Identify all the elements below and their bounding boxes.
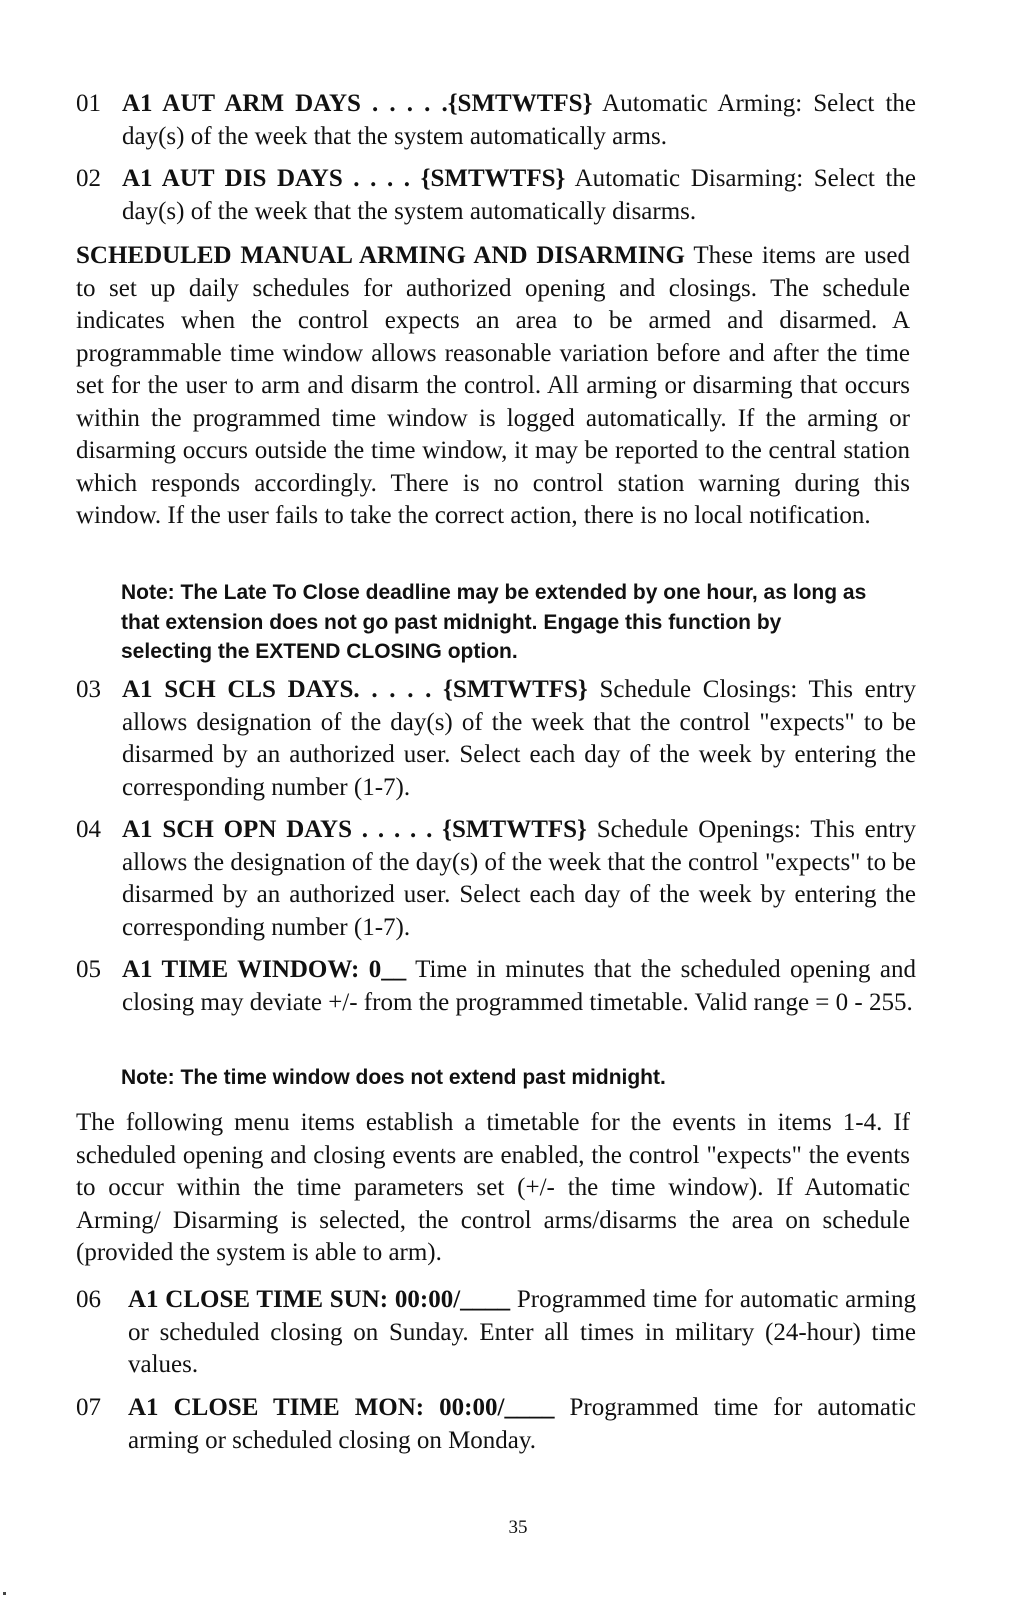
item-number: 05	[76, 956, 101, 983]
menu-item-07	[76, 1392, 916, 1457]
item-description: Automatic Arming: Select the day(s) of the week that the system automatically arms.	[122, 90, 916, 150]
item-heading: A1 AUT ARM DAYS . . . . .{SMTWTFS}	[122, 90, 593, 117]
item-heading: A1 SCH CLS DAYS. . . . . {SMTWTFS}	[122, 676, 588, 703]
item-number: 02	[76, 165, 101, 192]
item-description: Automatic Disarming: Select the day(s) of the week that the system automatically disarms.	[122, 165, 916, 225]
section-text: These items are used to set up daily schedules for authorized opening and closings. The schedule indicates when the control expects an area to be armed and disarmed. A programmable time window allows reasonable variation before and after the time set for the user to arm and disarm the control. All arming or disarming that occurs within the programmed time window is logged automatically. If the arming or disarming occurs outside the time window, it may be reported to the central station which responds accordingly. There is no control station warning during this window. If the user fails to take the correct action, there is no local notification.	[76, 242, 910, 529]
item-heading: A1 TIME WINDOW: 0__	[122, 956, 407, 983]
note-late-to-close: Note: The Late To Close deadline may be extended by one hour, as long as that extension does not go past midnight. Engage this function by selecting the EXTEND CLOSING option.	[121, 581, 867, 663]
menu-item-05	[76, 954, 916, 1019]
item-description: Time in minutes that the scheduled opening and closing may deviate +/- from the programmed timetable. Valid range = 0 - 255.	[122, 956, 916, 1016]
menu-item-03	[76, 674, 916, 804]
scheduled-section-paragraph	[76, 240, 910, 533]
item-heading: A1 AUT DIS DAYS . . . . {SMTWTFS}	[122, 165, 566, 192]
item-heading: A1 SCH OPN DAYS . . . . . {SMTWTFS}	[122, 816, 587, 843]
item-number: 04	[76, 816, 101, 843]
menu-item-04	[76, 814, 916, 944]
item-number: 03	[76, 676, 101, 703]
item-heading: A1 CLOSE TIME MON: 00:00/____	[128, 1394, 555, 1421]
menu-item-06	[76, 1284, 916, 1382]
item-number: 07	[76, 1394, 101, 1421]
scan-speck	[3, 1592, 6, 1595]
note-time-window: Note: The time window does not extend past midnight.	[121, 1066, 666, 1089]
item-description: Programmed time for automatic arming or scheduled closing on Sunday. Enter all times in military (24-hour) time values.	[128, 1286, 916, 1378]
timetable-paragraph: The following menu items establish a timetable for the events in items 1-4. If scheduled opening and closing events are enabled, the control "expects" the events to occur within the time parameters set (+/- the time window). If Automatic Arming/ Disarming is selected, the control arms/disarms the area on schedule (provided the system is able to arm).	[76, 1109, 910, 1266]
section-heading: SCHEDULED MANUAL ARMING AND DISARMING	[76, 242, 685, 269]
item-description: Schedule Closings: This entry allows designation of the day(s) of the week that the control "expects" to be disarmed by an authorized user. Select each day of the week by entering the corresponding number (1-7).	[122, 676, 916, 801]
page-number: 35	[508, 1517, 528, 1538]
item-number: 06	[76, 1286, 101, 1313]
item-heading: A1 CLOSE TIME SUN: 00:00/____	[128, 1286, 511, 1313]
item-description: Programmed time for automatic arming or scheduled closing on Monday.	[128, 1394, 917, 1454]
item-description: Schedule Openings: This entry allows the designation of the day(s) of the week that the control "expects" to be disarmed by an authorized user. Select each day of the week by entering the corresponding number (1-7).	[122, 816, 916, 941]
item-number: 01	[76, 90, 101, 117]
menu-item-02	[76, 163, 916, 228]
menu-item-01	[76, 88, 916, 153]
